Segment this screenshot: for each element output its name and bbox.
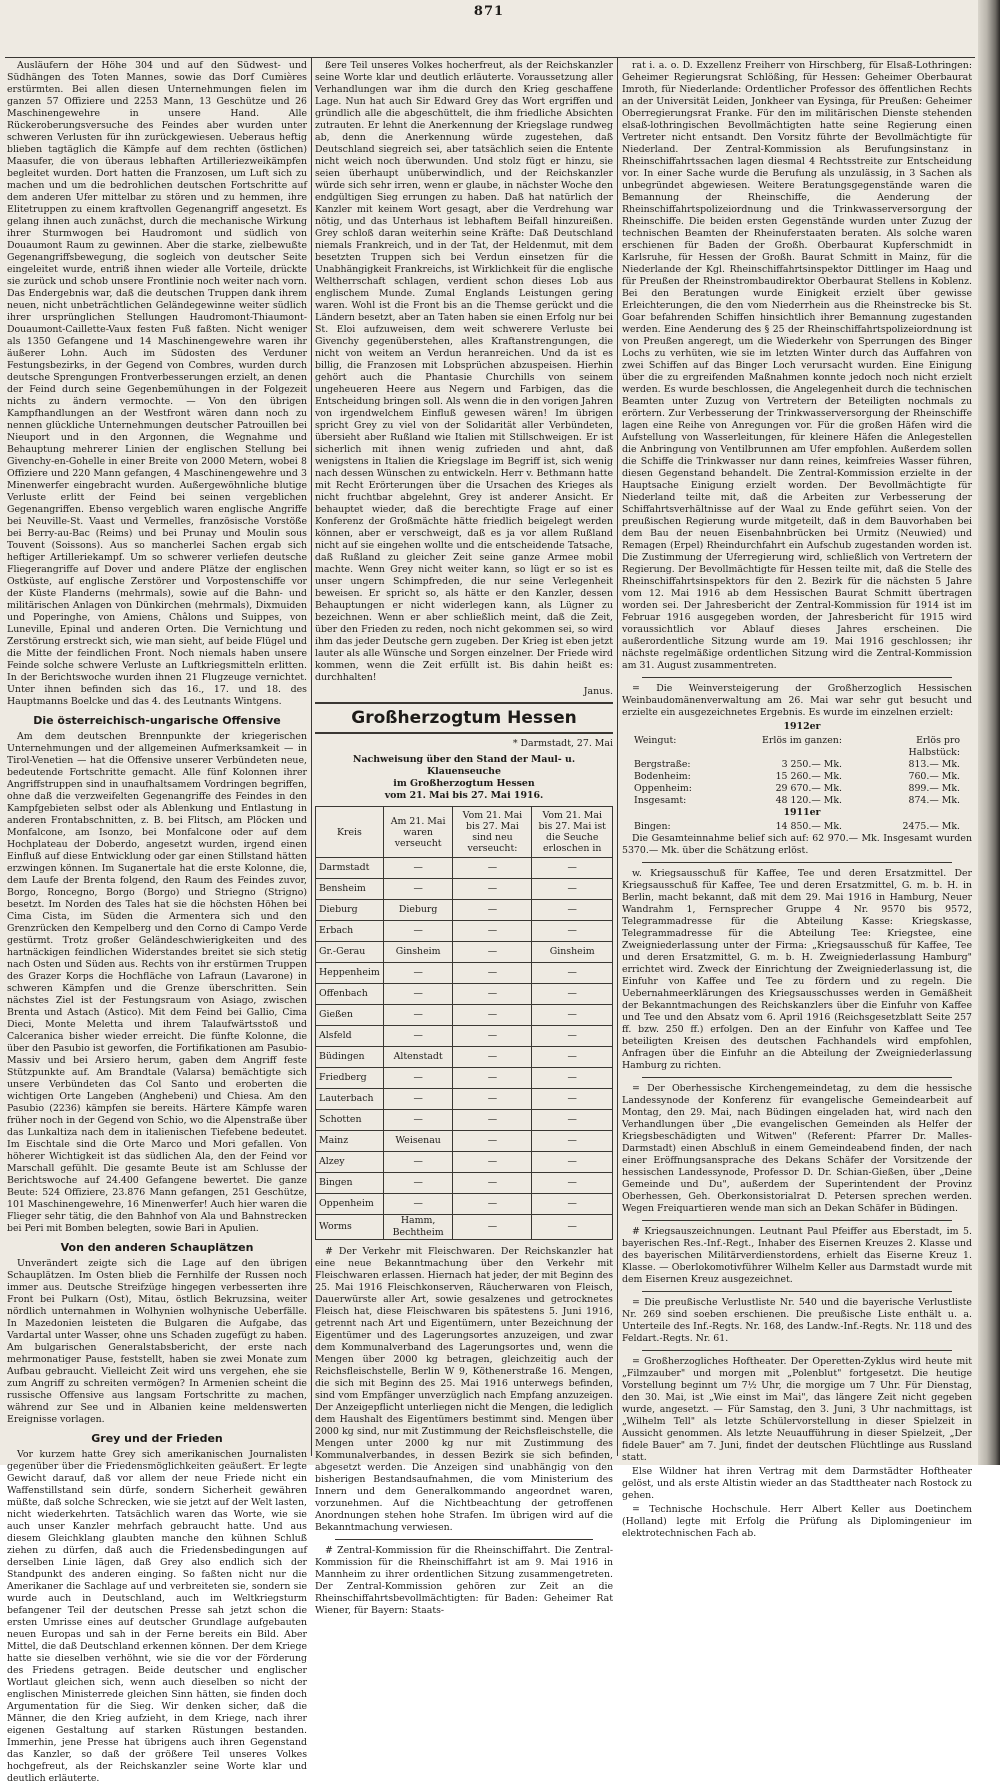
wein-row (622, 771, 972, 783)
cell-kreis: Heppenheim (316, 963, 384, 984)
cell-kreis: Bingen (316, 1173, 384, 1194)
page-binding-edge (978, 0, 1000, 1465)
wein-per-halbstueck: 760.— Mk. (908, 771, 960, 782)
cell-neu-verseucht: — (453, 984, 532, 1005)
wein-total: 29 670.— Mk. (775, 783, 842, 794)
heading-offensive: Die österreichisch-ungarische Offensive (33, 714, 281, 727)
wein-per-halbstueck: 899.— Mk. (908, 783, 960, 794)
column-1 (7, 60, 307, 1784)
cell-erloschen: — (532, 963, 613, 984)
cell-neu-verseucht: — (453, 1215, 532, 1240)
cell-erloschen: — (532, 1215, 613, 1240)
seuche-title-line3: vom 21. Mai bis 27. Mai 1916. (384, 790, 544, 801)
table-row (316, 858, 613, 879)
cell-erloschen: — (532, 1047, 613, 1068)
wein-estate: Insgesamt: (634, 795, 687, 806)
cell-erloschen: — (532, 1110, 613, 1131)
cell-kreis: Erbach (316, 921, 384, 942)
table-row (316, 1068, 613, 1089)
cell-erloschen: — (532, 984, 613, 1005)
cell-verseucht: — (383, 879, 453, 900)
header-neu-verseucht: Vom 21. Mai bis 27. Mai sind neu verseucht: (453, 807, 532, 858)
wein-estate: Bingen: (634, 821, 671, 832)
cell-erloschen: — (532, 879, 613, 900)
divider-short-3 (642, 862, 952, 863)
heading-grey-peace: Grey und der Frieden (91, 1432, 223, 1445)
section-title-hessen: Großherzogtum Hessen (351, 708, 577, 728)
table-row (316, 1215, 613, 1240)
cell-neu-verseucht: — (453, 942, 532, 963)
cell-erloschen: — (532, 1194, 613, 1215)
wein-header-total: Erlös im ganzen: (762, 735, 842, 746)
dateline: * Darmstadt, 27. Mai (512, 738, 613, 749)
cell-verseucht: — (383, 1005, 453, 1026)
cell-verseucht: — (383, 1026, 453, 1047)
wein-header-weingut: Weingut: (634, 735, 677, 746)
table-row (316, 942, 613, 963)
cell-kreis: Friedberg (316, 1068, 384, 1089)
cell-verseucht: — (383, 1152, 453, 1173)
cell-kreis: Alsfeld (316, 1026, 384, 1047)
divider-short-4 (642, 1077, 952, 1078)
cell-verseucht: Dieburg (383, 900, 453, 921)
article-other-fronts-text: Unverändert zeigte sich die Lage auf den übrigen Schauplätzen. Im Osten blieb die Fernhilfe der Russen noch immer aus. Deutsche Streifzüge hingegen verbesserten ihre Front bei Pulkarn (Ost), Mitau, östlich Bekruzsina, weiter nördlich unternahmen in Wolhynien wolhynische Ueberfälle. In Mazedonien leisteten die Bulgaren die Aufgabe, das Vardartal unter Wasser, ohne uns Schaden zugefügt zu haben. Am bulgarischen Generalstabsbericht, der erste nach mehrmonatiger Pause, feststellt, haben sie zwei Monate zum Aufbau gebraucht. Vielleicht Zeit wird uns vergehen, ehe sie zum Angriff zu schreiten vermögen? In Armenien scheint die russische Offensive aus langsam Fortschritte zu machen, während zur See und in Albanien keine meldenswerten Ereignisse vorlagen. (7, 1258, 307, 1425)
cell-erloschen: — (532, 1173, 613, 1194)
table-row (316, 879, 613, 900)
cell-neu-verseucht: — (453, 1152, 532, 1173)
wein-per-halbstueck: 813.— Mk. (908, 759, 960, 770)
wein-total: 14 850.— Mk. (775, 821, 842, 832)
cell-kreis: Gr.-Gerau (316, 942, 384, 963)
cell-erloschen: — (532, 1152, 613, 1173)
cell-kreis: Lauterbach (316, 1089, 384, 1110)
table-row (316, 1173, 613, 1194)
cell-neu-verseucht: — (453, 1005, 532, 1026)
wein-year-1912: 1912er (783, 721, 821, 732)
header-verseucht: Am 21. Mai waren verseucht (383, 807, 453, 858)
table-row (316, 984, 613, 1005)
column-3 (622, 60, 972, 1539)
wein-row (622, 795, 972, 807)
cell-erloschen: Ginsheim (532, 942, 613, 963)
table-row (316, 1047, 613, 1068)
cell-neu-verseucht: — (453, 963, 532, 984)
article-grey-text: Vor kurzem hatte Grey sich amerikanischen Journalisten gegenüber über die Friedensmöglichkeiten geäußert. Er legte Gewicht darauf, daß vor allem der neue Friede nicht ein Waffenstillstand sein dürfe, sondern Sicherheit gewähren müßte, daß solche Schrecken, wie sie jetzt auf der Welt lasten, nicht wiederkehrten. Tatsächlich waren das Worte, wie sie auch unser Kanzler mehrfach gebraucht hatte. Und aus diesem Gleichklang glaubten manche den kühnen Schluß ziehen zu dürfen, daß auch die Friedensbedingungen auf derselben Linie lägen, daß Grey also endlich sich der Standpunkt des anderen einging. So faßten nicht nur die Amerikaner die Sachlage auf und verbreiteten sie, sondern sie wurde auch in Deutschland, auch im Weltkriegsturm befangener Teil der deutschen Presse sah jetzt schon die ersten Umrisse eines auf deutscher Grundlage aufgebauten neuen Europas und sah in der Ferne bereits ein Bild. Aber Mittel, die daß Deutschland erkennen können. Der dem Kriege hatte sie dieselben verhöhnt, wie sie die vor der Förderung des Friedens getragen. Beide deutscher und englischer Wortlaut gleichen sich, wenn auch dieselben so nicht der englischen Ministerrede gleichen Sinn hätten, sie finden doch Argumentation für die Sieg. Wir denken sicher, daß die Männer, die den Krieg aufzieht, in dem Kriege, nach ihrer eigenen Gestaltung auf starken Rüstungen bestanden. Immerhin, jene Presse hat übrigens auch ihren Gegenstand das Kanzler, so daß der größere Teil unseres Volkes hochgefreut, als der Reichskanzler seine Worte klar und deutlich erläuterte. (7, 1449, 307, 1784)
article-kriegsausschuss: w. Kriegsausschuß für Kaffee, Tee und deren Ersatzmittel. Der Kriegsausschuß für Kaffee, Tee und deren Ersatzmittel, G. m. b. H. in Berlin, macht bekannt, daß mit dem 29. Mai 1916 in Hamburg, Neuer Wandrahm 1, Fernsprecher Gruppe 4 Nr. 9570 bis 9572, Telegrammadresse für die Abteilung Kasse: Kriegskasse, Telegrammadresse für die Abteilung Tee: Kriegstee, eine Zweigniederlassung unter der Firma: „Kriegsausschuß für Kaffee, Tee und deren Ersatzmittel, G. m. b. H. Zweigniederlassung Hamburg" errichtet wird. Zweck der Einrichtung der Zweigniederlassung ist, die Einfuhr von Kaffee und Tee zu fördern und zu regeln. Die Uebernahmeerklärungen des Kriegsausschusses werden in Gemäßheit der Bekanntmachungen des Reichskanzlers über die Einfuhr von Kaffee und Tee und den Absatz vom 6. April 1916 (Reichsgesetzblatt Seite 257 ff. bzw. 250 ff.) erfolgen. Den an der Einfuhr von Kaffee und Tee beteiligten Kreisen des deutschen Fachhandels wird empfohlen, Anfragen über die Einfuhr an die Abteilung der Zweigniederlassung Hamburg zu richten. (622, 868, 972, 1071)
heading-other-fronts: Von den anderen Schauplätzen (60, 1241, 254, 1254)
section-divider-2 (315, 732, 613, 734)
cell-kreis: Offenbach (316, 984, 384, 1005)
article-offensive-text: Am dem deutschen Brennpunkte der kriegerischen Unternehmungen und der allgemeinen Aufmerksamkeit — in Tirol-Venetien — hat die Offensive unserer Verbündeten neue, bedeutende Fortschritte gemacht. Alle fünf Kolonnen ihrer Angriffstruppen sind in unaufhaltsamem Vordringen begriffen, ohne daß die verzweifelten Gegenangriffe des Feindes in den Kampfgebieten selbst oder als Ablenkung und Entlastung in anderen Frontabschnitten, z. B. bei Flitsch, am Plöcken und Monfalcone, am Isonzo, bei Monfalcone oder auf dem Hochplateau der Doberdo, angesetzt wurden, irgend einen Einfluß auf diese Entwicklung oder gar einen Stillstand hätten erzwingen können. Im Suganertale hat die erste Kolonne, die, dem Laufe der Brenta folgend, den Raum des Feindes zuvor, Borgo, Roncegno, Borgo (Borgo) und Striegno (Strigno) besetzt. Im Norden des Tales hat sie die höchsten Höhen bei Cima Cista, im Süden die Armentera sich und den Grenzrücken den Kempelberg und den Corno di Campo Verde gestürmt. Trotz großer Geländeschwierigkeiten und des hartnäckigen feindlichen Widerstandes breitet sie sich stetig nach Osten und Süden aus. Rechts von ihr erstürmen Truppen des Grazer Korps die Hochfläche von Lafraun (Lavarone) in schweren Kämpfen und die Grenze überschritten. Sein nächstes Ziel ist der Festungsraum von Asiago, zwischen Brenta und Astach (Astico). Mit dem Feind bei Gallio, Cima Dieci, Monte Meletta und ihrem Talaufwärtsstoß und Calceranica bisher wieder erreicht. Die fünfte Kolonne, die über den Pasubio ist geworfen, die Fortifikationen am Pasubio-Massiv und bei Arsiero herum, gaben dem Angriff feste Stützpunkte auf. Am Brandtale (Valarsa) bemächtigte sich unsere Verbündeten das Col Santo und eroberten die wichtigen Orte Langeben (Anghebeni) und Chiesa. Am den Pasubio (2236) kämpfen sie bereits. Härtere Kämpfe waren früher noch in der Gegend von Schio, wo die Alpenstraße über das Lunkaltiza nach dem in italienischen Tiefebene bedeutet. Im Eischtale sind die Orte Marco und Mori gefallen. Von höherer Wichtigkeit ist das südlichen Ala, den der Feind vor Marschall gefühlt. Die gesamte Beute ist am Schlusse der Berichtswoche auf 24.400 Gefangene bewertet. Die ganze Beute: 524 Offiziere, 23.876 Mann gefangen, 251 Geschütze, 101 Maschinengewehre, 16 Minenwerfer! Auch hier waren die Flieger sehr tätig, die den Bahnhof von Ala und Bahnstrecken bei Peri mit Bomben belegten, sowie Bari in Apulien. (7, 731, 307, 1234)
article-kirchengemeindetag: = Der Oberhessische Kirchengemeindetag, zu dem die hessische Landessynode der Konferenz für evangelische Gemeindearbeit auf Montag, den 29. Mai, nach Büdingen eingeladen hat, wird nach den Verhandlungen über „Die evangelischen Gemeinden als Helfer der Kriegsbeschädigten und Witwen" (Referent: Pfarrer Dr. Malles-Darmstadt) einen Abschluß in einem Gemeindeabend finden, der nach einer Eröffnungsansprache des Dekans Schäfer der Vorsitzende der hessischen Landessynode, Professor D. Dr. Schian-Gießen, über „Deine Gemeinde und Du", außerdem der Superintendent der Provinz Oberhessen, Geh. Oberkonsistorialrat D. Petersen sprechen werden. Wegen Freiquartieren wende man sich an Dekan Schäfer in Büdingen. (622, 1083, 972, 1214)
cell-verseucht: Weisenau (383, 1131, 453, 1152)
cell-verseucht: — (383, 1194, 453, 1215)
article-weinversteigerung: = Die Weinversteigerung der Großherzoglich Hessischen Weinbaudomänenverwaltung am 26. Mai war sehr gut besucht und erzielte ein ausgezeichnetes Ergebnis. Es wurde im einzelnen erzielt: (622, 683, 972, 718)
divider-short (335, 1539, 593, 1540)
table-row (316, 963, 613, 984)
wein-total: 3 250.— Mk. (781, 759, 842, 770)
cell-erloschen: — (532, 1089, 613, 1110)
column-rule-1 (311, 58, 312, 1456)
header-rule (5, 57, 975, 58)
wein-row (622, 783, 972, 795)
cell-neu-verseucht: — (453, 1110, 532, 1131)
table-row (316, 900, 613, 921)
wein-header-per: Erlös pro Halbstück: (908, 735, 960, 758)
wein-total: 48 120.— Mk. (775, 795, 842, 806)
cell-kreis: Büdingen (316, 1047, 384, 1068)
divider-short-5 (642, 1220, 952, 1221)
table-row (316, 1005, 613, 1026)
wein-per-halbstueck: 2475.— Mk. (902, 821, 960, 832)
cell-kreis: Gießen (316, 1005, 384, 1026)
author-signature: Janus. (583, 686, 613, 697)
article-fleischwaren: # Der Verkehr mit Fleischwaren. Der Reichskanzler hat eine neue Bekanntmachung über den Verkehr mit Fleischwaren erlassen. Hiernach hat jeder, der mit Beginn des 25. Mai 1916 Fleischkonserven, Räucherwaren von Fleisch, Dauerwürste aller Art, sowie gesalzenes und getrocknetes Fleisch hat, diese Fleischwaren bis spätestens 5. Juni 1916, getrennt nach Art und Eigentümern, unter Bezeichnung der Eigentümer und des Lagerungsortes anzuzeigen, und zwar dem Kommunalverband des Lagerungsortes und, wenn die Mengen über 2000 kg betragen, gleichzeitig auch der Reichsfleischstelle, Berlin W 9, Köthenerstraße 16. Mengen, die sich mit Beginn des 25. Mai 1916 unterwegs befinden, sind vom Empfänger unverzüglich nach Empfang anzuzeigen. Der Anzeigepflicht unterliegen nicht die Mengen, die lediglich dem Haushalt des Eigentümers bestimmt sind. Mengen über 2000 kg sind, nur mit Zustimmung der Reichsfleischstelle, die Mengen unter 2000 kg nur mit Zustimmung des Kommunalverbandes, in dessen Bezirk sie sich befinden, abgesetzt werden. Die Anzeigen sind unabhängig von den bisherigen Bestandsaufnahmen, die vom Ministerium des Innern und dem Generalkommando angeordnet waren, vorzunehmen. Auf die Nichtbeachtung der getroffenen Anordnungen stehen hohe Strafen. Im übrigen wird auf die Bekanntmachung verwiesen. (315, 1246, 613, 1533)
cell-verseucht: — (383, 858, 453, 879)
cell-erloschen: — (532, 1068, 613, 1089)
wein-header-row (622, 735, 972, 759)
table-row (316, 1152, 613, 1173)
cell-kreis: Bensheim (316, 879, 384, 900)
wein-estate: Bodenheim: (634, 771, 691, 782)
column-2 (315, 60, 613, 1616)
wein-estate: Bergstraße: (634, 759, 691, 770)
cell-erloschen: — (532, 921, 613, 942)
page-number: 871 (473, 4, 505, 19)
cell-erloschen: — (532, 1005, 613, 1026)
article-hochschule: = Technische Hochschule. Herr Albert Keller aus Doetinchem (Holland) legte mit Erfolg die Prüfung als Diplomingenieur im elektrotechnischen Fach ab. (622, 1504, 972, 1539)
article-grey-continued: ßere Teil unseres Volkes hocherfreut, als der Reichskanzler seine Worte klar und deutlich erläuterte. Voraussetzung aller Verhandlungen war ihm die durch den Krieg geschaffene Lage. Nun hat auch Sir Edward Grey das Wort ergriffen und gründlich alle die abgeschüttelt, die ihm friedliche Absichten zutrauten. Er lehnt die Anerkennung der Kriegslage rundweg ab, denn die Anerkennung würde zugestehen, daß Deutschland siegreich sei, aber tatsächlich seien die Entente nicht weich noch überwunden. Und stolz fügt er hinzu, sie seien überhaupt unüberwindlich, und der Reichskanzler würde sich sehr irren, wenn er glaube, in nächster Woche den endgültigen Sieg errungen zu haben. Daß hat natürlich der Kanzler mit keinem Wort gesagt, aber die Verdrehung war nötig, und das Unterhaus ist lebhaftem Beifall hinzureißen. Grey schloß daran weiterhin seine Kräfte: Daß Deutschland niemals Frankreich, und in der Tat, der Heldenmut, mit dem besetzten Truppen sich bei Verdun einsetzen für die Unabhängigkeit Frankreichs, ist Wirklichkeit für die englische Weltherrschaft schlagen, verdient schon dieses Lob aus englischem Munde. Zumal Englands Leistungen gering waren. Wohl ist die Front bis an die Themse gerückt und die Ländern besetzt, aber an Taten haben sie einen Erfolg nur bei St. Eloi aufzuweisen, dem weit schwerere Verluste bei Givenchy gegenüberstehen, alles Kraftanstrengungen, die nicht von weitem an Verdun heranreichen. Und da ist es billig, die Franzosen mit Lobsprüchen abzuspeisen. Hierhin gehört auch die Phantasie Churchills von seinem ungeheueren Heere aus Negern und Farbigen, das die Entscheidung bringen soll. Als wenn die in den vorigen Jahren von irgendwelchem Einfluß gewesen wären! Im übrigen spricht Grey zu viel von der Solidarität aller Verbündeten, übersieht aber Rußland wie Italien mit Stillschweigen. Er ist sicherlich mit ihnen wenig zufrieden und ahnt, daß wenigstens in Italien die Kriegslage im Begriff ist, sich wenig nach dessen Wünschen zu entwickeln. Herr v. Bethmann hatte mit Recht Erörterungen über die Ursachen des Krieges als nicht fruchtbar abgelehnt, Grey ist anderer Ansicht. Er behauptet wieder, daß die berechtigte Frage auf einer Konferenz der Großmächte hätte friedlich beigelegt werden können, aber er verschweigt, daß es ja vor allem Rußland nicht auf sie eingehen wollte und die entscheidende Tatsache, daß Rußland zu gleicher Zeit seine ganze Armee mobil machte. Wenn Grey nicht weiter kann, so lügt er so ist es unser ungern Schimpfreden, die nur seine Verlegenheit beweisen. Er spricht so, als hätte er den Kanzler, dessen Behauptungen er nicht widerlegen kann, als Lügner zu bezeichnen. Wenn er aber schließlich meint, daß die Zeit, über den Frieden zu reden, noch nicht gekommen sei, so wird ihm das jeder Deutsche gern zugeben. Der Krieg ist eben jetzt lauter als alle Wünsche und Sorgen einzelner. Der Friede wird kommen, wenn die Zeit erfüllt ist. Bis dahin heißt es: durchhalten! (315, 60, 613, 683)
cell-erloschen: — (532, 900, 613, 921)
header-erloschen: Vom 21. Mai bis 27. Mai ist die Seuche erloschen in (532, 807, 613, 858)
table-row (316, 1110, 613, 1131)
cell-neu-verseucht: — (453, 1194, 532, 1215)
cell-kreis: Schotten (316, 1110, 384, 1131)
wein-row (622, 821, 972, 833)
cell-verseucht: Altenstadt (383, 1047, 453, 1068)
cell-kreis: Mainz (316, 1131, 384, 1152)
cell-neu-verseucht: — (453, 879, 532, 900)
cell-neu-verseucht: — (453, 1173, 532, 1194)
table-row (316, 1089, 613, 1110)
cell-erloschen: — (532, 1026, 613, 1047)
table-row (316, 1131, 613, 1152)
article-hoftheater: = Großherzogliches Hoftheater. Der Operetten-Zyklus wird heute mit „Filmzauber" und morgen mit „Polenblut" fortgesetzt. Die heutige Vorstellung beginnt um 7½ Uhr, die morgige um 7 Uhr. Für Dienstag, den 30. Mai, ist „Wie einst im Mai", das längere Zeit nicht gegeben wurde, angesetzt. — Für Samstag, den 3. Juni, 3 Uhr nachmittags, ist „Wilhelm Tell" als letzte Schülervorstellung in dieser Spielzeit in Aussicht genommen. Als letzte Neuaufführung in dieser Spielzeit, „Der fidele Bauer" am 7. Juni, findet der deutschen Flüchtlinge aus Russland statt. (622, 1356, 972, 1463)
seuche-title-line1: Nachweisung über den Stand der Maul- u. Klauenseuche (352, 754, 576, 777)
section-divider (315, 702, 613, 704)
seuche-title-line2: im Großherzogtum Hessen (393, 778, 535, 789)
divider-short-2 (642, 677, 952, 678)
table-header-row (316, 807, 613, 858)
cell-kreis: Dieburg (316, 900, 384, 921)
table-row (316, 1026, 613, 1047)
cell-neu-verseucht: — (453, 1089, 532, 1110)
wein-total-text: Die Gesamteinnahme belief sich auf: 62 970.— Mk. Insgesamt wurden 5370.— Mk. über die Schätzung erlöst. (622, 833, 972, 856)
cell-verseucht: — (383, 1089, 453, 1110)
cell-verseucht: — (383, 1068, 453, 1089)
cell-neu-verseucht: — (453, 1068, 532, 1089)
cell-neu-verseucht: — (453, 921, 532, 942)
table-row (316, 1194, 613, 1215)
wein-total: 15 260.— Mk. (775, 771, 842, 782)
cell-neu-verseucht: — (453, 1026, 532, 1047)
article-rheinschiffahrt-continued: rat i. a. o. D. Exzellenz Freiherr von Hirschberg, für Elsaß-Lothringen: Geheimer Regierungsrat Schlößing, für Hessen: Geheimer Oberbaurat Imroth, für Niederlande: Ordentlicher Professor des öffentlichen Rechts an der Universität Leiden, Jonkheer van Eysinga, für Preußen: Geheimer Oberregierungsrat Franke. Für den im militärischen Dienste stehenden elsaß-lothringischen Bevollmächtigten hatte seine Regierung einen Vertreter nicht entsandt. Den Vorsitz führte der Bevollmächtigte für Niederland. Der Zentral-Kommission als Berufungsinstanz in Rheinschiffahrtssachen lagen diesmal 4 Rechtsstreite zur Entscheidung vor. In einer Sache wurde die Berufung als unzulässig, in 3 Sachen als unbegründet abgewiesen. Weitere Beratungsgegenstände waren die Bemannung der Rheinschiffe, die Aenderung der Rheinschiffahrtspolizeiordnung und die Trinkwasserversorgung der Rheinschiffe. Die beiden ersten Gegenstände wurden unter Zuzug der technischen Beamten der Rheinuferstaaten beraten. Als solche waren erschienen für Baden der Großh. Oberbaurat Kupferschmidt in Karlsruhe, für Hessen der Großh. Baurat Schmitt in Mainz, für die Niederlande der Kgl. Rheinschiffahrtsinspektor Dittlinger im Haag und für Preußen der Rheinstrombaudirektor Oberbaurat Stellens in Koblenz. Bei den Beratungen wurde Einigkeit erzielt über gewisse Erleichterungen, die den vom Niederrhein aus die Rheinstrecke bis St. Goar befahrenden Schiffen hinsichtlich ihrer Bemannung zugestanden werden. Eine Aenderung des § 25 der Rheinschiffahrtspolizeiordnung ist von Preußen angeregt, um die Wiederkehr von Sperrungen des Binger Lochs zu verhüten, wie sie im letzten Winter durch das Auffahren von zwei Schiffen auf das Binger Loch verursacht wurden. Eine Einigung über die zu ergreifenden Maßnahmen konnte jedoch noch nicht erzielt werden. Es wurde beschlossen, die Angelegenheit durch die technischen Beamten unter Zuzug von Vertretern der Beteiligten nochmals zu erörtern. Zur Verbesserung der Trinkwasserversorgung der Rheinschiffe lagen eine Reihe von Anregungen vor. Für die großen Häfen wird die Aufstellung von Wasserleitungen, für kleinere Häfen die Anlegestellen die Anbringung von Ventilbrunnen am Ufer empfohlen. Außerdem sollen die Schiffe die Trinkwasser nur dann reines, keimfreies Wasser führen, diesen Gegenstand behandelt. Die Zentral-Kommission erzielte in der Hauptsache Einigung erzielt worden. Der Bevollmächtigte für Niederland teilte mit, daß die Arbeiten zur Verbesserung der Schiffahrtsverhältnisse auf der Waal zu Ende geführt seien. Von der preußischen Regierung wurde mitgeteilt, daß in dem Bauvorhaben bei dem Bau der neuen Eisenbahnbrücken bei Urmitz (Neuwied) und Remagen (Erpel) Rheindurchfahrt ein Aufschub zugestanden worden ist. Die Zustimmung der Uferregierung wird, schließlich von Vertretern der Regierung. Der Bevollmächtigte für Hessen teilte mit, daß die Stelle des Rheinschiffahrtsinspektors für den 2. Bezirk für die nächsten 5 Jahre vom 12. Mai 1916 ab dem Hessischen Baurat Schmitt übertragen worden sei. Der Jahresbericht der Zentral-Kommission für 1914 ist im Februar 1916 ausgegeben worden, der Jahresbericht für 1915 wird voraussichtlich vor Ablauf dieses Jahres erscheinen. Die außerordentliche Sitzung wurde am 19. Mai 1916 geschlossen; ihr nächste regelmäßige ordentlichen Sitzung wird die Zentral-Kommission am 31. August zusammentreten. (622, 60, 972, 671)
cell-neu-verseucht: — (453, 858, 532, 879)
cell-kreis: Oppenheim (316, 1194, 384, 1215)
wein-row (622, 759, 972, 771)
cell-erloschen: — (532, 1131, 613, 1152)
cell-verseucht: — (383, 984, 453, 1005)
cell-verseucht: — (383, 1110, 453, 1131)
wein-year-1911: 1911er (783, 807, 821, 818)
table-row (316, 921, 613, 942)
cell-neu-verseucht: — (453, 900, 532, 921)
cell-kreis: Alzey (316, 1152, 384, 1173)
header-kreis: Kreis (316, 807, 384, 858)
wein-per-halbstueck: 874.— Mk. (908, 795, 960, 806)
cell-verseucht: — (383, 1173, 453, 1194)
column-rule-2 (617, 58, 618, 1456)
cell-verseucht: — (383, 963, 453, 984)
article-kriegsauszeichnungen: # Kriegsauszeichnungen. Leutnant Paul Pfeiffer aus Eberstadt, im 5. bayerischen Res.-Inf.-Regt., Inhaber des Eisernen Kreuzes 2. Klasse und des bayerischen Militärverdienstordens, erhielt das Eiserne Kreuz 1. Klasse. — Oberlokomotivführer Wilhelm Keller aus Darmstadt wurde mit dem Eisernen Kreuz ausgezeichnet. (622, 1226, 972, 1285)
divider-short-7 (642, 1350, 952, 1351)
seuche-table (315, 806, 613, 1240)
wein-estate: Oppenheim: (634, 783, 692, 794)
cell-kreis: Darmstadt (316, 858, 384, 879)
article-wildner: Else Wildner hat ihren Vertrag mit dem Darmstädter Hoftheater gelöst, und als erste Altistin wieder an das Stadttheater nach Rostock zu gehen. (622, 1466, 972, 1501)
cell-verseucht: — (383, 921, 453, 942)
cell-erloschen: — (532, 858, 613, 879)
divider-short-6 (642, 1291, 952, 1292)
cell-verseucht: Ginsheim (383, 942, 453, 963)
cell-verseucht: Hamm, Bechtheim (383, 1215, 453, 1240)
cell-neu-verseucht: — (453, 1047, 532, 1068)
article-verlustliste: = Die preußische Verlustliste Nr. 540 und die bayerische Verlustliste Nr. 269 sind soeben erschienen. Die preußische Liste enthält u. a. Unterteile des Inf.-Regts. Nr. 168, des Landw.-Inf.-Regts. Nr. 118 und des Feldart.-Regts. Nr. 61. (622, 1297, 972, 1344)
cell-kreis: Worms (316, 1215, 384, 1240)
article-rheinschiffahrt-start: # Zentral-Kommission für die Rheinschiffahrt. Die Zentral-Kommission für die Rheinschiffahrt ist am 9. Mai 1916 in Mannheim zu ihrer ordentlichen Sitzung zusammengetreten. Der Zentral-Kommission gehören zur Zeit an die Rheinschiffahrtsbevollmächtigten: für Baden: Geheimer Rat Wiener, für Bayern: Staats- (315, 1545, 613, 1616)
cell-neu-verseucht: — (453, 1131, 532, 1152)
article-verdun-text: Ausläufern der Höhe 304 und auf den Südwest- und Südhängen des Toten Mannes, sowie das Dorf Cumières erstürmten. Bei allen diesen Unternehmungen fielen im ganzen 57 Offiziere und 2253 Mann, 13 Geschütze und 26 Maschinengewehre in unsere Hand. Alle Rückeroberungsversuche des Feindes aber wurden unter schweren Verlusten für ihn zurückgewiesen. Ueberaus heftig blieben tagtäglich die Kämpfe auf dem rechten (östlichen) Maasufer, die von überaus lebhaften Artilleriezweikämpfen begleitet wurden. Dort hatten die Franzosen, um Luft sich zu machen und um die bedrohlichen deutschen Fortschritte auf dem anderen Ufer mittelbar zu stören und zu hemmen, ihre Elitetruppen zu einem kraftvollen Gegenangriff angesetzt. Es gelang ihnen auch zunächst, durch die mechanische Wirkung ihrer Sturmwogen bei Haudromont und südlich von Douaumont Raum zu gewinnen. Aber die starke, zielbewußte Gegenangriffsbewegung, die sogleich von deutscher Seite eingeleitet wurde, entriß ihnen wieder alle Vorteile, drückte sie zurück und schob unsere Frontlinie noch weiter nach vorn. Das Endergebnis war, daß die deutschen Truppen dank ihrem neuen, nicht unbeträchtlichen Geländegewinne weiter südlich ihrer ursprünglichen Stellungen Haudromont-Thiaumont-Douaumont-Caillette-Vaux festen Fuß faßten. Nicht weniger als 1350 Gefangene und 14 Maschinengewehre waren ihr äußerer Lohn. Auch im Südosten des Verduner Festungsbezirks, in der Gegend von Combres, wurden durch deutsche Sprengungen Frontverbesserungen erzielt, an denen der Feind durch seine Gegenbemühungen in der Folgezeit nichts zu ändern vermochte. — Von den übrigen Kampfhandlungen an der Westfront wären dann noch zu nennen glückliche Unternehmungen deutscher Patrouillen bei Nieuport und in den Argonnen, die Wegnahme und Behauptung mehrerer Linien der englischen Stellung bei Givenchy-en-Gohelle in einer Breite von 2000 Metern, wobei 8 Offiziere und 220 Mann gefangen, 4 Maschinengewehre und 3 Minenwerfer eingebracht wurden. Außergewöhnliche blutige Verluste erlitt der Feind bei seinen vergeblichen Gegenangriffen. Ebenso vergeblich waren englische Angriffe bei Neuville-St. Vaast und Vermelles, französische Vorstöße bei Berry-au-Bac (Reims) und bei Prunay und Moulin sous Touvent (Soissons). Aus so mancherlei Sachen ergab sich heftiger Artilleriekampf. Um so schwerer verliefen deutsche Fliegerangriffe auf Dover und andere Plätze der englischen Ostküste, auf englische Zerstörer und Vorpostenschiffe vor der Küste Flanderns (mehrmals), sowie auf die Bahn- und militärischen Anlagen von Dünkirchen (mehrmals), Dixmuiden und Poperinghe, von Amiens, Châlons und Suippes, von Luneville, Epinal und anderen Orten. Die Vernichtung und Zerstörung erstreckt sich, wie man sieht, auf beide Flügel und die Mitte der feindlichen Front. Noch niemals haben unsere Feinde solche schwere Verluste an Luftkriegsmitteln erlitten. In der Berichtswoche wurden ihnen 21 Flugzeuge vernichtet. Unter ihnen befinden sich das 16., 17. und 18. des Hauptmanns Boelcke und das 4. des Leutnants Wintgens. (7, 60, 307, 707)
